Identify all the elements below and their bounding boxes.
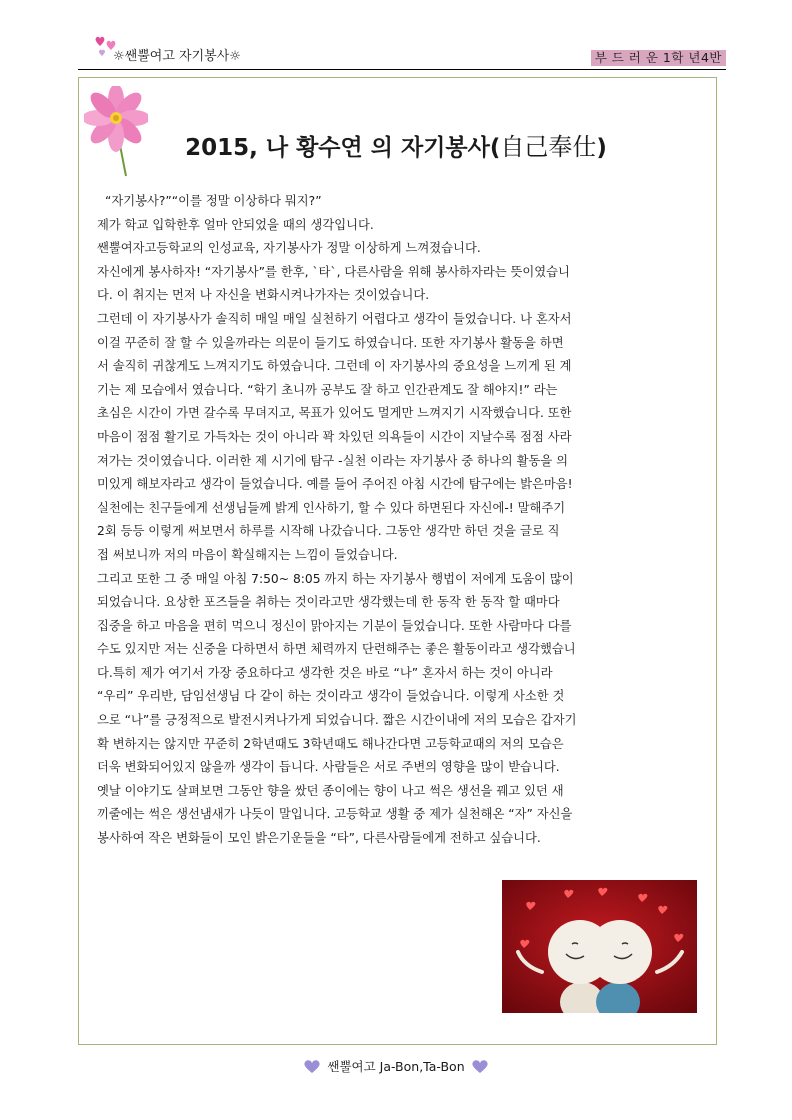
title-close: ) [596,135,607,161]
essay-line: 마음이 점점 활기로 가득차는 것이 아니라 꽉 차있던 의욕들이 시간이 지날수록 점점 사라 [97,429,572,444]
essay-line: 더욱 변화되어있지 않을까 생각이 듭니다. 사람들은 서로 주변의 영향을 많이 받습니다. [97,760,560,775]
footer-text: 쌘뿔여고 Ja-Bon,Ta-Bon [327,1059,465,1074]
essay-line: 봉사하여 작은 변화들이 모인 밝은기운들을 “타”, 다른사람들에게 전하고 싶습니다. [97,831,541,846]
title-hanja: 自己奉仕 [500,133,597,161]
essay-line: 실천에는 친구들에게 선생님들께 밝게 인사하기, 할 수 있다 하면된다 자신에-! 말해주기 [97,500,566,515]
essay-line: 끼줄에는 썩은 생선냄새가 나듯이 말입니다. 고등학교 생활 중 제가 실천해온 “자” 자신을 [97,807,573,822]
essay-line: 이걸 꾸준히 잘 할 수 있을까라는 의문이 들기도 하였습니다. 또한 자기봉사 활동을 하면 [97,335,564,350]
hugging-figures-illustration [502,880,697,1013]
essay-line: 기는 제 모습에서 였습니다. “학기 초니까 공부도 잘 하고 인간관계도 잘 해야지!” 라는 [97,382,558,397]
essay-line: 자신에게 봉사하자! “자기봉사”를 한후, `타`, 다른사람을 위해 봉사하자라는 뜻이였습니 [97,264,570,279]
essay-line: “자기봉사?”“이를 정말 이상하다 뭐지?” [105,194,322,208]
essay-line: 다. 이 취지는 먼저 나 자신을 변화시켜나가자는 것이었습니다. [97,288,430,303]
essay-line: 접 써보니까 저의 마음이 확실해지는 느낌이 들었습니다. [97,547,398,562]
essay-line: 그리고 또한 그 중 매일 아침 7:50~ 8:05 까지 하는 자기봉사 행법이 저에게 도움이 많이 [97,571,574,586]
essay-line: 옛날 이야기도 살펴보면 그동안 향을 쌌던 종이에는 향이 나고 썩은 생선을 꿰고 있던 새 [97,783,564,798]
essay-body [97,190,671,851]
header-title: ☼쌘뿔여고 자기봉사☼ [113,49,241,64]
page-footer [0,1057,792,1078]
heart-icon [303,1058,321,1074]
essay-line: 으로 “나”를 긍정적으로 발전시켜나가게 되었습니다. 짧은 시간이내에 저의 모습은 갑자기 [97,713,577,728]
essay-line: 미있게 해보자라고 생각이 들었습니다. 예를 들어 주어진 아침 시간에 탐구에는 밝은마음! [97,477,573,492]
heart-icon [471,1058,489,1074]
essay-line: 서 솔직히 귀찮게도 느껴지기도 하였습니다. 그런데 이 자기봉사의 중요성을 느끼게 된 계 [97,359,572,374]
essay-line: 확 변하지는 않지만 꾸준히 2학년때도 3학년때도 해나간다면 고등학교때의 저의 모습은 [97,736,564,751]
essay-line: 집중을 하고 마음을 편히 먹으니 정신이 맑아지는 기분이 들었습니다. 또한 사람마다 다를 [97,618,572,633]
essay-line: 되었습니다. 요상한 포즈들을 취하는 것이라고만 생각했는데 한 동작 한 동작 할 때마다 [97,595,560,610]
essay-line: 져가는 것이였습니다. 이러한 제 시기에 탐구 -실천 이라는 자기봉사 중 하나의 활동을 의 [97,453,569,468]
essay-line: 다.특히 제가 여기서 가장 중요하다고 생각한 것은 바로 “나” 혼자서 하는 것이 아니라 [97,665,553,680]
essay-line: 제가 학교 입학한후 얼마 안되었을 때의 생각입니다. [97,217,374,232]
header-divider [78,69,726,70]
essay-line: “우리” 우리반, 담임선생님 다 같이 하는 것이라고 생각이 들었습니다. 이렇게 사소한 것 [97,689,565,704]
essay-line: 초심은 시간이 가면 갈수록 무뎌지고, 목표가 있어도 멀게만 느껴지기 시작했습니다. 또한 [97,406,572,421]
essay-line: 수도 있지만 저는 신중을 다하면서 하면 체력까지 단련해주는 좋은 활동이라고 생각했습니 [97,642,576,657]
document-title [0,131,792,164]
essay-line: 2회 등등 이렇게 써보면서 하루를 시작해 나갔습니다. 그동안 생각만 하던 것을 글로 직 [97,524,560,539]
title-main: 2015, 나 황수연 의 자기봉사( [185,135,501,161]
essay-line: 쌘뿔여자고등학교의 인성교육, 자기봉사가 정말 이상하게 느껴졌습니다. [97,241,481,256]
class-label: 부 드 러 운 1학 년4반 [591,50,726,66]
essay-line: 그런데 이 자기봉사가 솔직히 매일 매일 실천하기 어렵다고 생각이 들었습니다. 나 혼자서 [97,311,572,326]
